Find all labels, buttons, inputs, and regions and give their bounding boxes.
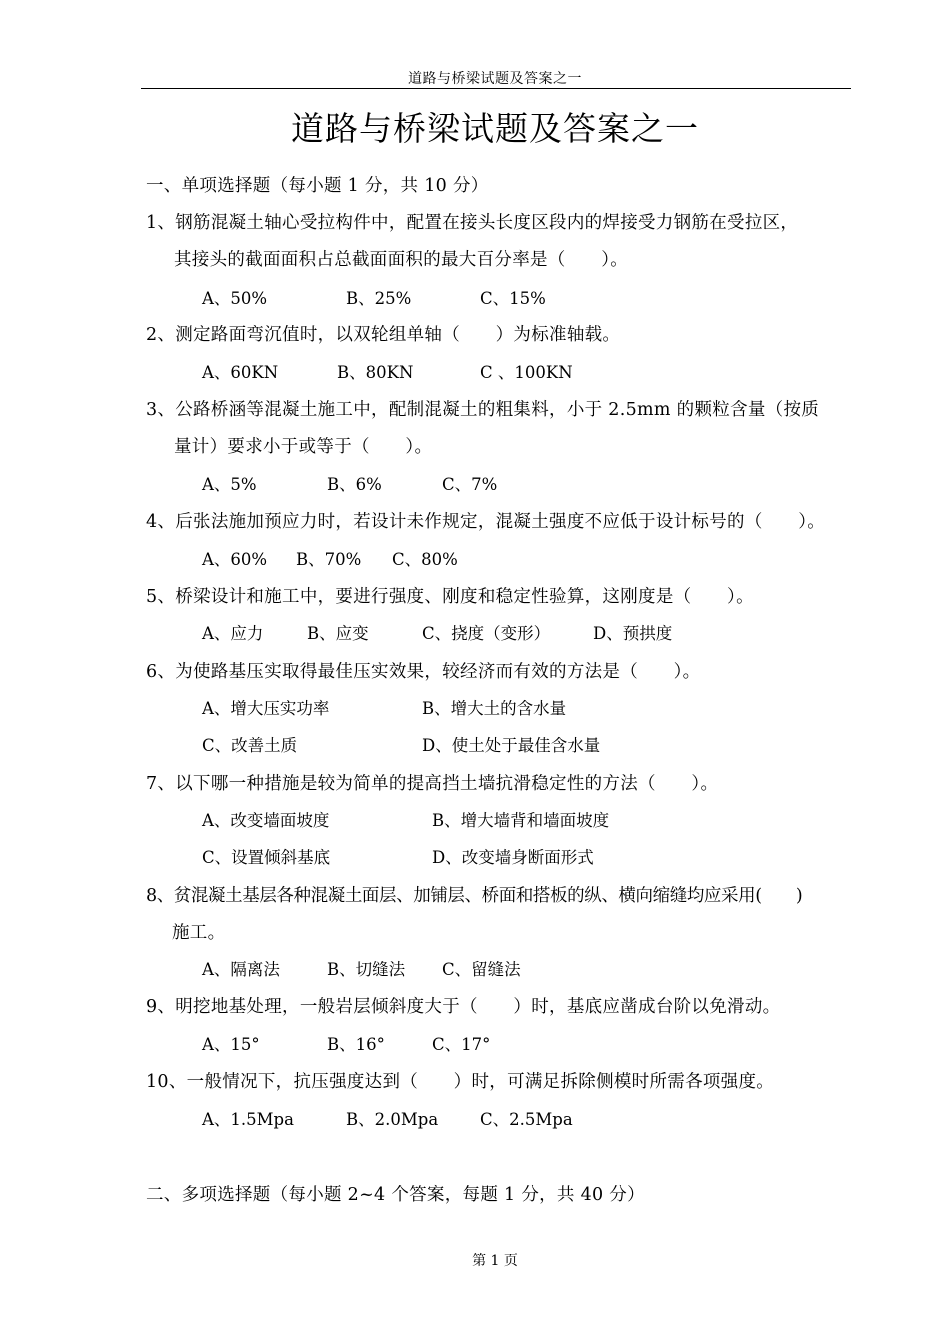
question-2-option-a: A、60KN: [202, 363, 279, 382]
question-3-option-c: C、7%: [442, 475, 498, 494]
page-title: 道路与桥梁试题及答案之一: [291, 109, 699, 148]
question-4-option-b: B、70%: [296, 550, 362, 569]
question-3-option-b: B、6%: [327, 475, 382, 494]
question-1-line-2: 其接头的截面面积占总截面面积的最大百分率是（ ）。: [174, 250, 629, 270]
question-9-option-a: A、15°: [202, 1035, 260, 1054]
question-10-option-b: B、2.0Mpa: [346, 1110, 439, 1129]
question-6-option-a: A、增大压实功率: [202, 699, 330, 718]
question-7-option-c: C、设置倾斜基底: [202, 848, 331, 867]
question-7-option-b: B、增大墙背和墙面坡度: [432, 811, 610, 830]
question-6-option-d: D、使土处于最佳含水量: [422, 736, 601, 755]
question-2-option-b: B、80KN: [337, 363, 414, 382]
section-heading-multiple-choice: 二、多项选择题（每小题 2~4 个答案，每题 1 分，共 40 分）: [146, 1185, 645, 1205]
question-7-option-a: A、改变墙面坡度: [202, 811, 330, 830]
question-10-option-a: A、1.5Mpa: [202, 1110, 294, 1129]
question-8-line-2: 施工。: [172, 923, 226, 943]
question-9-option-b: B、16°: [327, 1035, 385, 1054]
question-4-option-a: A、60%: [202, 550, 268, 569]
question-8-line-1: 8、贫混凝土基层各种混凝土面层、加铺层、桥面和搭板的纵、横向缩缝均应采用( ): [146, 886, 803, 906]
question-4-option-c: C、80%: [392, 550, 458, 569]
question-10-option-c: C、2.5Mpa: [480, 1110, 573, 1129]
question-5-option-b: B、应变: [307, 624, 369, 643]
section-heading-single-choice: 一、单项选择题（每小题 1 分，共 10 分）: [146, 176, 489, 196]
running-header: 道路与桥梁试题及答案之一: [408, 71, 582, 87]
question-2-option-c: C 、100KN: [480, 363, 573, 382]
question-9-option-c: C、17°: [432, 1035, 491, 1054]
question-5-option-a: A、应力: [202, 624, 264, 643]
question-1-option-c: C、15%: [480, 289, 546, 308]
question-1-option-b: B、25%: [346, 289, 412, 308]
question-8-option-c: C、留缝法: [442, 960, 521, 979]
question-7-option-d: D、改变墙身断面形式: [432, 848, 594, 867]
question-8-option-b: B、切缝法: [327, 960, 406, 979]
question-6-option-b: B、增大土的含水量: [422, 699, 567, 718]
question-2-line-1: 2、测定路面弯沉值时，以双轮组单轴（ ）为标准轴载。: [146, 325, 621, 345]
question-3-option-a: A、5%: [202, 475, 257, 494]
question-3-line-1: 3、公路桥涵等混凝土施工中，配制混凝土的粗集料，小于 2.5mm 的颗粒含量（按质: [146, 400, 820, 420]
question-9-line-1: 9、明挖地基处理，一般岩层倾斜度大于（ ）时，基底应凿成台阶以免滑动。: [146, 997, 781, 1017]
header-rule: [141, 88, 851, 89]
question-6-line-1: 6、为使路基压实取得最佳压实效果，较经济而有效的方法是（ ）。: [146, 662, 701, 682]
page-number: 第 1 页: [472, 1253, 518, 1269]
question-7-line-1: 7、以下哪一种措施是较为简单的提高挡土墙抗滑稳定性的方法（ ）。: [146, 774, 719, 794]
question-10-line-1: 10、一般情况下，抗压强度达到（ ）时，可满足拆除侧模时所需各项强度。: [146, 1072, 775, 1092]
question-4-line-1: 4、后张法施加预应力时，若设计未作规定，混凝土强度不应低于设计标号的（ ）。: [146, 512, 826, 532]
question-1-option-a: A、50%: [202, 289, 268, 308]
question-6-option-c: C、改善土质: [202, 736, 298, 755]
question-1-line-1: 1、钢筋混凝土轴心受拉构件中，配置在接头长度区段内的焊接受力钢筋在受拉区，: [146, 213, 799, 233]
question-8-option-a: A、隔离法: [202, 960, 280, 979]
question-3-line-2: 量计）要求小于或等于（ ）。: [174, 437, 433, 457]
question-5-option-d: D、预拱度: [593, 624, 673, 643]
question-5-option-c: C、挠度（变形）: [422, 624, 551, 643]
question-5-line-1: 5、桥梁设计和施工中，要进行强度、刚度和稳定性验算，这刚度是（ ）。: [146, 587, 754, 607]
